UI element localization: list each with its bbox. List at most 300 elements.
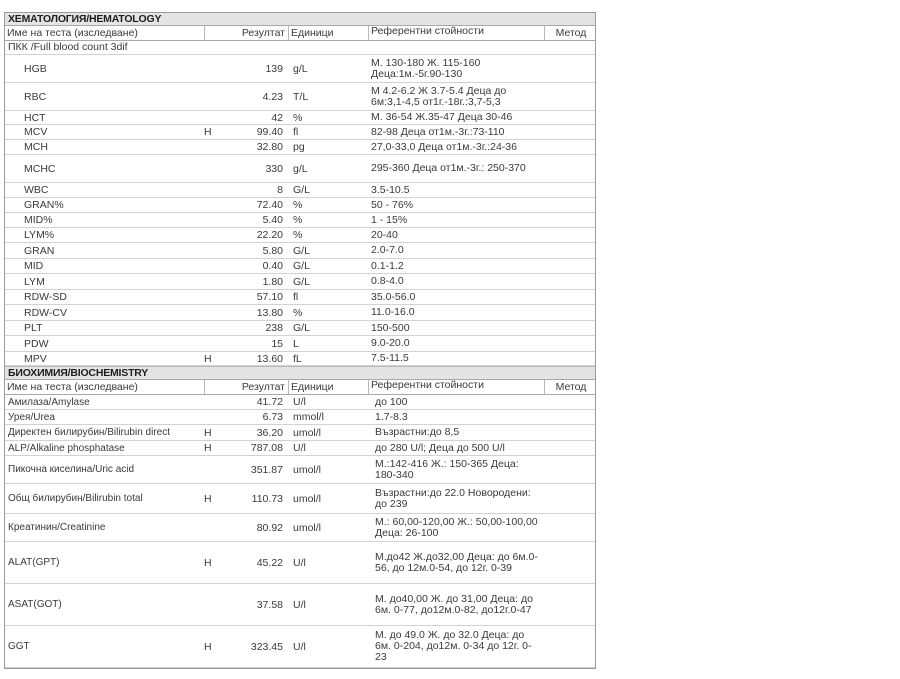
result-value: [231, 183, 287, 197]
reference-range: [367, 140, 539, 154]
method: [539, 456, 595, 483]
table-row: [5, 584, 595, 626]
result-value: [231, 584, 287, 625]
flag-text: H: [204, 442, 212, 454]
method: [539, 336, 595, 351]
reference-range: [367, 125, 539, 139]
result-value: [231, 484, 287, 513]
reference-range-text: 1 - 15%: [371, 213, 408, 226]
test-name: [5, 305, 201, 320]
reference-range-text: до 280 U/l; Деца до 500 U/l: [375, 441, 505, 454]
reference-range: [367, 183, 539, 197]
method: [539, 542, 595, 583]
table-row: [5, 155, 595, 183]
unit: [287, 183, 367, 197]
unit: [287, 305, 367, 320]
hematology-rows: [5, 55, 595, 366]
result-value-text: 787.08: [250, 442, 283, 454]
reference-range-text: М. 130-180 Ж. 115-160 Деца:1м.-5г.90-130: [371, 56, 481, 80]
unit: [287, 140, 367, 154]
result-value-text: 13.80: [256, 306, 283, 319]
unit-text: umol/l: [293, 426, 322, 439]
table-row: [5, 484, 595, 514]
result-value: [231, 213, 287, 227]
table-row: [5, 410, 595, 425]
reference-range: [367, 336, 539, 351]
result-value: [231, 243, 287, 258]
flag: [201, 83, 231, 110]
result-value-text: 15: [271, 337, 283, 350]
result-value-text: 6.73: [262, 411, 283, 423]
test-name-text: PLT: [24, 322, 43, 334]
flag: [201, 198, 231, 212]
test-name: [5, 125, 201, 139]
result-value-text: 238: [265, 322, 283, 334]
method: [539, 259, 595, 273]
test-name-text: Креатинин/Creatinine: [8, 522, 106, 533]
unit-text: U/l: [293, 396, 306, 408]
method: [539, 425, 595, 440]
flag: [201, 542, 231, 583]
reference-range: [367, 395, 539, 409]
test-name-text: Урея/Urea: [8, 411, 55, 423]
unit-text: fL: [293, 352, 302, 365]
unit: [287, 484, 367, 513]
result-value-text: 99.40: [256, 126, 283, 138]
flag-text: H: [204, 640, 212, 653]
method: [539, 441, 595, 455]
reference-range-text: М. до40,00 Ж. до 31,00 Деца: до 6м. 0-77, до12м.0-82, до12г.0-47: [375, 592, 533, 616]
flag: [201, 321, 231, 335]
unit-text: %: [293, 214, 303, 226]
test-name-text: GGT: [8, 641, 30, 652]
unit-text: G/L: [293, 275, 310, 288]
reference-range-text: 50 - 76%: [371, 198, 414, 211]
result-value: [231, 290, 287, 304]
reference-range: [367, 514, 539, 541]
unit: [287, 410, 367, 424]
reference-range-text: 27,0-33,0 Деца от1м.-3г.:24-36: [371, 140, 517, 153]
reference-range-text: 1.7-8.3: [375, 410, 408, 423]
reference-range-text: 0.8-4.0: [371, 275, 404, 287]
result-value: [231, 336, 287, 351]
flag: [201, 425, 231, 440]
biochemistry-rows: [5, 395, 595, 668]
reference-range: [367, 456, 539, 483]
test-name-text: RBC: [24, 90, 47, 103]
result-value-text: 330: [265, 162, 283, 175]
test-name-text: Директен билирубин/Bilirubin direct: [8, 427, 171, 438]
table-row: [5, 336, 595, 352]
method: [539, 584, 595, 625]
flag: [201, 305, 231, 320]
reference-range: [367, 243, 539, 258]
flag: [201, 584, 231, 625]
flag: [201, 514, 231, 541]
table-row: [5, 213, 595, 228]
reference-range: [367, 213, 539, 227]
result-value: [231, 410, 287, 424]
unit: [287, 321, 367, 335]
test-name: [5, 259, 201, 273]
flag: [201, 441, 231, 455]
result-value-text: 1.80: [262, 275, 283, 288]
test-name-text: Амилаза/Amylase: [8, 396, 90, 408]
unit: [287, 213, 367, 227]
test-name: [5, 425, 201, 440]
method: [539, 410, 595, 424]
result-value-text: 0.40: [262, 260, 283, 272]
table-row: [5, 321, 595, 336]
table-row: [5, 140, 595, 155]
unit-text: L: [293, 337, 299, 350]
method: [539, 274, 595, 289]
table-row: [5, 183, 595, 198]
reference-range-text: до 100: [375, 395, 408, 408]
reference-range-text: 35.0-56.0: [371, 290, 416, 303]
flag: [201, 155, 231, 182]
reference-range: [367, 425, 539, 440]
unit-text: %: [293, 306, 303, 319]
test-name: [5, 584, 201, 625]
reference-range: [367, 321, 539, 335]
table-row: [5, 514, 595, 542]
reference-range-text: 7.5-11.5: [371, 352, 409, 364]
result-value: [231, 155, 287, 182]
result-value-text: 13.60: [256, 352, 283, 365]
test-name: [5, 155, 201, 182]
flag: [201, 243, 231, 258]
method: [539, 395, 595, 409]
flag-text: H: [204, 352, 212, 365]
method: [539, 321, 595, 335]
test-name: [5, 484, 201, 513]
result-value: [231, 83, 287, 110]
unit-text: umol/l: [293, 521, 322, 534]
reference-range-text: М 4.2-6.2 Ж 3.7-5.4 Деца до 6м:3,1-4,5 от1г.-18г.:3,7-5,3: [371, 84, 507, 108]
reference-range-text: Възрастни:до 22.0 Новородени: до 239: [375, 486, 531, 510]
test-name-text: MCHC: [24, 162, 56, 175]
result-value: [231, 259, 287, 273]
test-name-text: GRAN: [24, 244, 55, 257]
table-row: [5, 626, 595, 668]
method: [539, 352, 595, 365]
unit-text: fl: [293, 126, 299, 138]
result-value-text: 4.23: [262, 90, 283, 103]
unit-text: U/l: [293, 598, 306, 611]
result-value-text: 8: [277, 184, 283, 196]
test-name-text: MPV: [24, 352, 47, 365]
flag: [201, 395, 231, 409]
unit-text: U/l: [293, 640, 306, 653]
test-name: [5, 290, 201, 304]
reference-range-text: М. 36-54 Ж.35-47 Деца 30-46: [371, 111, 513, 123]
test-name: [5, 111, 201, 124]
header-method: Метод: [555, 27, 587, 39]
reference-range: [367, 259, 539, 273]
unit-text: %: [293, 199, 303, 211]
unit: [287, 125, 367, 139]
group-label: ПКК /Full blood count 3dif: [5, 41, 595, 55]
unit: [287, 584, 367, 625]
unit-text: G/L: [293, 322, 310, 334]
test-name-text: MCH: [24, 141, 48, 153]
unit-text: umol/l: [293, 492, 322, 505]
reference-range: [367, 228, 539, 242]
table-row: [5, 395, 595, 410]
result-value-text: 32.80: [256, 141, 283, 153]
test-name-text: HCT: [24, 111, 46, 124]
unit: [287, 83, 367, 110]
flag: [201, 290, 231, 304]
unit: [287, 198, 367, 212]
method: [539, 213, 595, 227]
flag: [201, 140, 231, 154]
unit-text: g/L: [293, 62, 308, 75]
reference-range: [367, 410, 539, 424]
flag-text: H: [204, 492, 212, 505]
test-name: [5, 395, 201, 409]
result-value-text: 36.20: [256, 426, 283, 439]
reference-range-text: 9.0-20.0: [371, 337, 410, 349]
result-value: [231, 125, 287, 139]
test-name-text: GRAN%: [24, 199, 64, 211]
unit: [287, 352, 367, 365]
flag: [201, 183, 231, 197]
result-value: [231, 111, 287, 124]
table-row: [5, 456, 595, 484]
reference-range: [367, 352, 539, 365]
reference-range: [367, 542, 539, 583]
table-row: [5, 111, 595, 125]
unit: [287, 55, 367, 82]
flag: [201, 125, 231, 139]
reference-range-text: 3.5-10.5: [371, 183, 410, 196]
reference-range: [367, 111, 539, 124]
flag: [201, 456, 231, 483]
reference-range: [367, 484, 539, 513]
reference-range: [367, 441, 539, 455]
result-value-text: 5.40: [262, 214, 283, 226]
result-value-text: 41.72: [256, 396, 283, 408]
test-name: [5, 243, 201, 258]
unit-text: G/L: [293, 184, 310, 196]
header-units: Единици: [289, 26, 369, 40]
flag: [201, 410, 231, 424]
test-name: [5, 626, 201, 667]
table-row: [5, 290, 595, 305]
table-row: [5, 259, 595, 274]
method: [539, 484, 595, 513]
result-value: [231, 228, 287, 242]
test-name-text: HGB: [24, 62, 47, 75]
header-reference: Референтни стойности: [369, 380, 545, 394]
result-value: [231, 274, 287, 289]
unit: [287, 514, 367, 541]
result-value: [231, 542, 287, 583]
unit: [287, 626, 367, 667]
test-name: [5, 410, 201, 424]
header-result: Резултат: [205, 26, 289, 40]
table-row: [5, 305, 595, 321]
test-name: [5, 55, 201, 82]
result-value: [231, 352, 287, 365]
test-name-text: LYM: [24, 275, 45, 288]
unit: [287, 441, 367, 455]
reference-range-text: 82-98 Деца от1м.-3г.:73-110: [371, 125, 505, 138]
unit: [287, 243, 367, 258]
unit-text: T/L: [293, 90, 309, 103]
result-value-text: 37.58: [256, 598, 283, 611]
unit: [287, 290, 367, 304]
unit-text: pg: [293, 141, 305, 153]
result-value: [231, 55, 287, 82]
test-name-text: MID%: [24, 214, 53, 226]
result-value-text: 42: [271, 111, 283, 124]
result-value-text: 139: [265, 62, 283, 75]
method: [539, 626, 595, 667]
method: [539, 198, 595, 212]
test-name-text: PDW: [24, 337, 49, 350]
test-name: [5, 321, 201, 335]
reference-range-text: 20-40: [371, 228, 398, 241]
unit-text: g/L: [293, 162, 308, 175]
unit: [287, 228, 367, 242]
test-name: [5, 140, 201, 154]
result-value-text: 22.20: [256, 229, 283, 241]
table-row: [5, 198, 595, 213]
reference-range-text: 295-360 Деца от1м.-3г.: 250-370: [371, 162, 526, 174]
lab-report: [4, 12, 596, 669]
unit-text: G/L: [293, 260, 310, 272]
flag-text: H: [204, 426, 212, 439]
table-row: [5, 83, 595, 111]
result-value: [231, 198, 287, 212]
flag: [201, 352, 231, 365]
unit: [287, 395, 367, 409]
method: [539, 243, 595, 258]
header-test-name: Име на теста (изследване): [5, 380, 205, 394]
test-name-text: ALAT(GPT): [8, 557, 60, 568]
result-value-text: 110.73: [251, 492, 283, 505]
reference-range: [367, 55, 539, 82]
unit-text: mmol/l: [293, 411, 324, 423]
reference-range-text: 150-500: [371, 321, 410, 334]
test-name-text: LYM%: [24, 229, 55, 241]
unit: [287, 111, 367, 124]
result-value: [231, 456, 287, 483]
table-row: [5, 243, 595, 259]
result-value: [231, 140, 287, 154]
flag-text: H: [204, 126, 212, 138]
test-name: [5, 198, 201, 212]
header-method: Метод: [555, 381, 587, 393]
biochemistry-table-header: [5, 380, 595, 395]
result-value-text: 5.80: [262, 244, 283, 257]
flag: [201, 111, 231, 124]
reference-range: [367, 155, 539, 182]
flag: [201, 55, 231, 82]
reference-range: [367, 290, 539, 304]
header-reference: Референтни стойности: [369, 26, 545, 40]
method: [539, 111, 595, 124]
unit: [287, 336, 367, 351]
test-name-text: Общ билирубин/Bilirubin total: [8, 493, 143, 504]
result-value-text: 72.40: [256, 199, 283, 211]
reference-range: [367, 584, 539, 625]
unit: [287, 425, 367, 440]
unit-text: fl: [293, 291, 299, 303]
test-name: [5, 83, 201, 110]
unit-text: U/l: [293, 442, 306, 454]
table-row: [5, 125, 595, 140]
flag: [201, 626, 231, 667]
result-value-text: 57.10: [256, 291, 283, 303]
unit-text: G/L: [293, 244, 310, 257]
reference-range-text: М.до42 Ж.до32,00 Деца: до 6м.0-56, до 12м.0-54, до 12г. 0-39: [375, 550, 538, 574]
reference-range: [367, 626, 539, 667]
test-name: [5, 441, 201, 455]
test-name-text: Пикочна киселина/Uric acid: [8, 464, 135, 475]
result-value: [231, 395, 287, 409]
test-name-text: ALP/Alkaline phosphatase: [8, 442, 125, 454]
hematology-table-header: [5, 26, 595, 41]
header-result: Резултат: [205, 380, 289, 394]
header-units: Единици: [289, 380, 369, 394]
reference-range-text: М.: 60,00-120,00 Ж.: 50,00-100,00 Деца: 26-100: [375, 515, 538, 539]
result-value: [231, 305, 287, 320]
unit-text: %: [293, 111, 303, 124]
table-row: [5, 228, 595, 243]
table-row: [5, 274, 595, 290]
reference-range-text: Възрастни:до 8,5: [375, 426, 460, 438]
test-name: [5, 336, 201, 351]
test-name-text: ASAT(GOT): [8, 599, 62, 610]
method: [539, 305, 595, 320]
flag: [201, 274, 231, 289]
unit: [287, 155, 367, 182]
test-name: [5, 274, 201, 289]
test-name-text: WBC: [24, 184, 49, 196]
hematology-section-title: ХЕМАТОЛОГИЯ/HEMATOLOGY: [5, 13, 595, 26]
table-row: [5, 352, 595, 366]
test-name: [5, 542, 201, 583]
table-row: [5, 441, 595, 456]
method: [539, 140, 595, 154]
reference-range: [367, 83, 539, 110]
test-name: [5, 352, 201, 365]
method: [539, 514, 595, 541]
result-value: [231, 441, 287, 455]
method: [539, 155, 595, 182]
method: [539, 55, 595, 82]
test-name: [5, 456, 201, 483]
result-value: [231, 626, 287, 667]
result-value-text: 80.92: [256, 521, 283, 534]
unit: [287, 456, 367, 483]
table-row: [5, 55, 595, 83]
result-value-text: 45.22: [256, 556, 283, 569]
header-test-name: Име на теста (изследване): [5, 26, 205, 40]
reference-range-text: 11.0-16.0: [371, 306, 415, 318]
result-value: [231, 425, 287, 440]
test-name-text: RDW-CV: [24, 306, 67, 319]
test-name: [5, 514, 201, 541]
test-name-text: MID: [24, 260, 44, 272]
reference-range: [367, 198, 539, 212]
table-row: [5, 425, 595, 441]
unit: [287, 259, 367, 273]
